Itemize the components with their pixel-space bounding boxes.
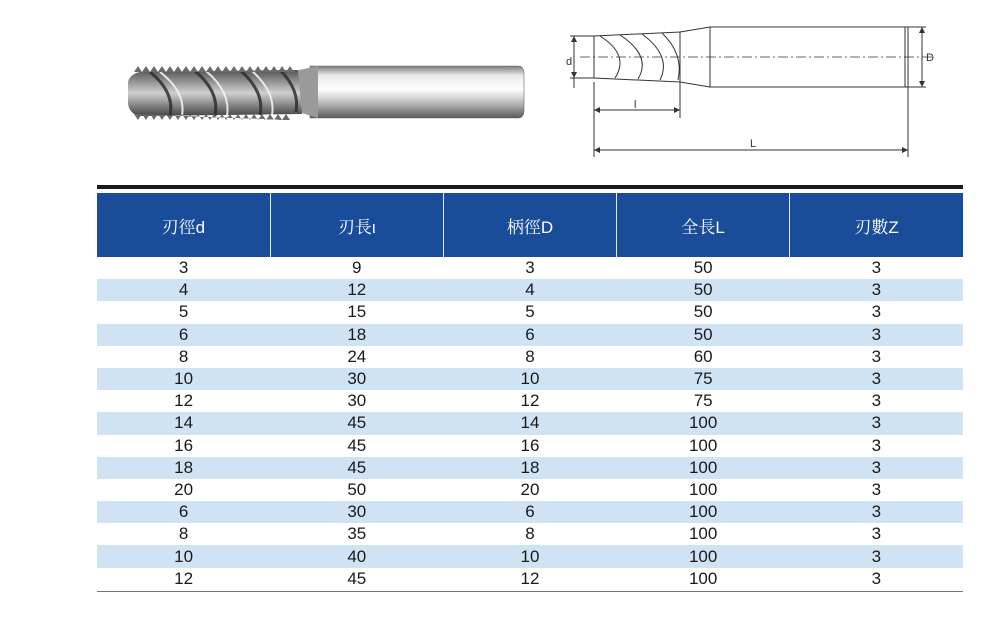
label-L: L <box>750 138 757 150</box>
label-l: l <box>634 99 637 111</box>
table-row <box>97 479 963 501</box>
table-row <box>97 390 963 412</box>
cell-cutting-diameter: 12 <box>174 568 194 588</box>
header-cutting-diameter: 刃徑d <box>97 193 270 257</box>
cell-overall-length: 100 <box>688 568 718 588</box>
end-mill-drawing <box>560 20 960 165</box>
cell-shank-diameter: 3 <box>525 258 535 278</box>
cell-cutting-diameter: 16 <box>174 435 194 455</box>
cell-cutting-length: 45 <box>347 568 367 588</box>
cell-cutting-diameter: 5 <box>178 302 189 322</box>
cell-flutes: 3 <box>871 391 882 411</box>
table-row <box>97 301 963 323</box>
cell-overall-length: 75 <box>617 368 790 390</box>
cell-overall-length: 75 <box>693 391 713 411</box>
table-row <box>97 568 963 590</box>
label-D: D <box>926 52 934 64</box>
cell-shank-diameter: 12 <box>520 568 540 588</box>
cell-cutting-diameter: 6 <box>97 324 270 346</box>
cell-flutes: 3 <box>871 346 882 366</box>
cell-cutting-diameter: 8 <box>178 524 189 544</box>
cell-shank-diameter: 18 <box>443 457 616 479</box>
cell-overall-length: 100 <box>688 479 718 499</box>
cell-cutting-length: 30 <box>347 391 367 411</box>
cell-cutting-length: 15 <box>347 302 367 322</box>
cell-cutting-diameter: 10 <box>97 368 270 390</box>
cell-overall-length: 100 <box>688 524 718 544</box>
header-overall-length: 全長L <box>617 193 790 257</box>
table-row <box>97 501 963 523</box>
cell-cutting-length: 24 <box>347 346 367 366</box>
cell-shank-diameter: 8 <box>525 346 535 366</box>
cell-flutes: 3 <box>790 545 963 567</box>
table-row <box>97 545 963 567</box>
cell-flutes: 3 <box>790 279 963 301</box>
cell-cutting-diameter: 10 <box>97 545 270 567</box>
cell-overall-length: 50 <box>693 258 713 278</box>
cell-flutes: 3 <box>790 412 963 434</box>
table-row <box>97 324 963 346</box>
cell-flutes: 3 <box>871 568 882 588</box>
table-bottom-rule <box>97 591 963 592</box>
cell-shank-diameter: 6 <box>443 324 616 346</box>
cell-cutting-length: 30 <box>270 368 443 390</box>
table-row <box>97 368 963 390</box>
cell-shank-diameter: 4 <box>443 279 616 301</box>
cell-flutes: 3 <box>790 368 963 390</box>
cell-cutting-diameter: 20 <box>174 479 194 499</box>
cell-flutes: 3 <box>871 479 882 499</box>
cell-cutting-diameter: 18 <box>97 457 270 479</box>
cell-overall-length: 100 <box>617 545 790 567</box>
table-row <box>97 346 963 368</box>
cell-cutting-length: 30 <box>270 501 443 523</box>
cell-overall-length: 100 <box>617 457 790 479</box>
cell-overall-length: 50 <box>617 279 790 301</box>
cell-cutting-diameter: 4 <box>97 279 270 301</box>
cell-flutes: 3 <box>871 258 882 278</box>
table-row <box>97 412 963 434</box>
cell-overall-length: 100 <box>617 412 790 434</box>
cell-flutes: 3 <box>871 524 882 544</box>
cell-cutting-length: 45 <box>270 412 443 434</box>
cell-shank-diameter: 10 <box>443 368 616 390</box>
cell-flutes: 3 <box>790 457 963 479</box>
cell-cutting-diameter: 12 <box>174 391 194 411</box>
cell-overall-length: 50 <box>617 324 790 346</box>
header-cutting-length: 刃長ι <box>270 193 443 257</box>
cell-cutting-diameter: 6 <box>97 501 270 523</box>
cell-cutting-length: 9 <box>352 258 362 278</box>
cell-shank-diameter: 6 <box>443 501 616 523</box>
cell-cutting-length: 50 <box>347 479 367 499</box>
header-shank-diameter: 柄徑D <box>443 193 616 257</box>
table-row <box>97 257 963 279</box>
header-flutes: 刃數Z <box>790 193 963 257</box>
cell-cutting-length: 40 <box>270 545 443 567</box>
end-mill-photo <box>120 52 530 132</box>
table-header-row <box>97 193 963 257</box>
cell-shank-diameter: 20 <box>520 479 540 499</box>
cell-cutting-diameter: 3 <box>178 258 189 278</box>
cell-flutes: 3 <box>871 302 882 322</box>
cell-cutting-length: 45 <box>347 435 367 455</box>
table-top-rule <box>97 185 963 189</box>
cell-cutting-length: 35 <box>347 524 367 544</box>
table-body <box>97 257 963 590</box>
table-row <box>97 435 963 457</box>
label-d: d <box>566 56 573 68</box>
cell-cutting-diameter: 8 <box>178 346 189 366</box>
cell-overall-length: 100 <box>688 435 718 455</box>
cell-flutes: 3 <box>790 501 963 523</box>
cell-flutes: 3 <box>790 324 963 346</box>
cell-overall-length: 100 <box>617 501 790 523</box>
cell-overall-length: 60 <box>693 346 713 366</box>
cell-shank-diameter: 14 <box>443 412 616 434</box>
cell-shank-diameter: 10 <box>443 545 616 567</box>
table-row <box>97 279 963 301</box>
cell-shank-diameter: 5 <box>525 302 535 322</box>
cell-flutes: 3 <box>871 435 882 455</box>
table-row <box>97 523 963 545</box>
cell-shank-diameter: 8 <box>525 524 535 544</box>
cell-cutting-diameter: 14 <box>97 412 270 434</box>
table-row <box>97 457 963 479</box>
cell-cutting-length: 45 <box>270 457 443 479</box>
spec-table <box>97 193 963 590</box>
cell-overall-length: 50 <box>693 302 713 322</box>
cell-cutting-length: 18 <box>270 324 443 346</box>
cell-shank-diameter: 16 <box>520 435 540 455</box>
cell-cutting-length: 12 <box>270 279 443 301</box>
cell-shank-diameter: 12 <box>520 391 540 411</box>
